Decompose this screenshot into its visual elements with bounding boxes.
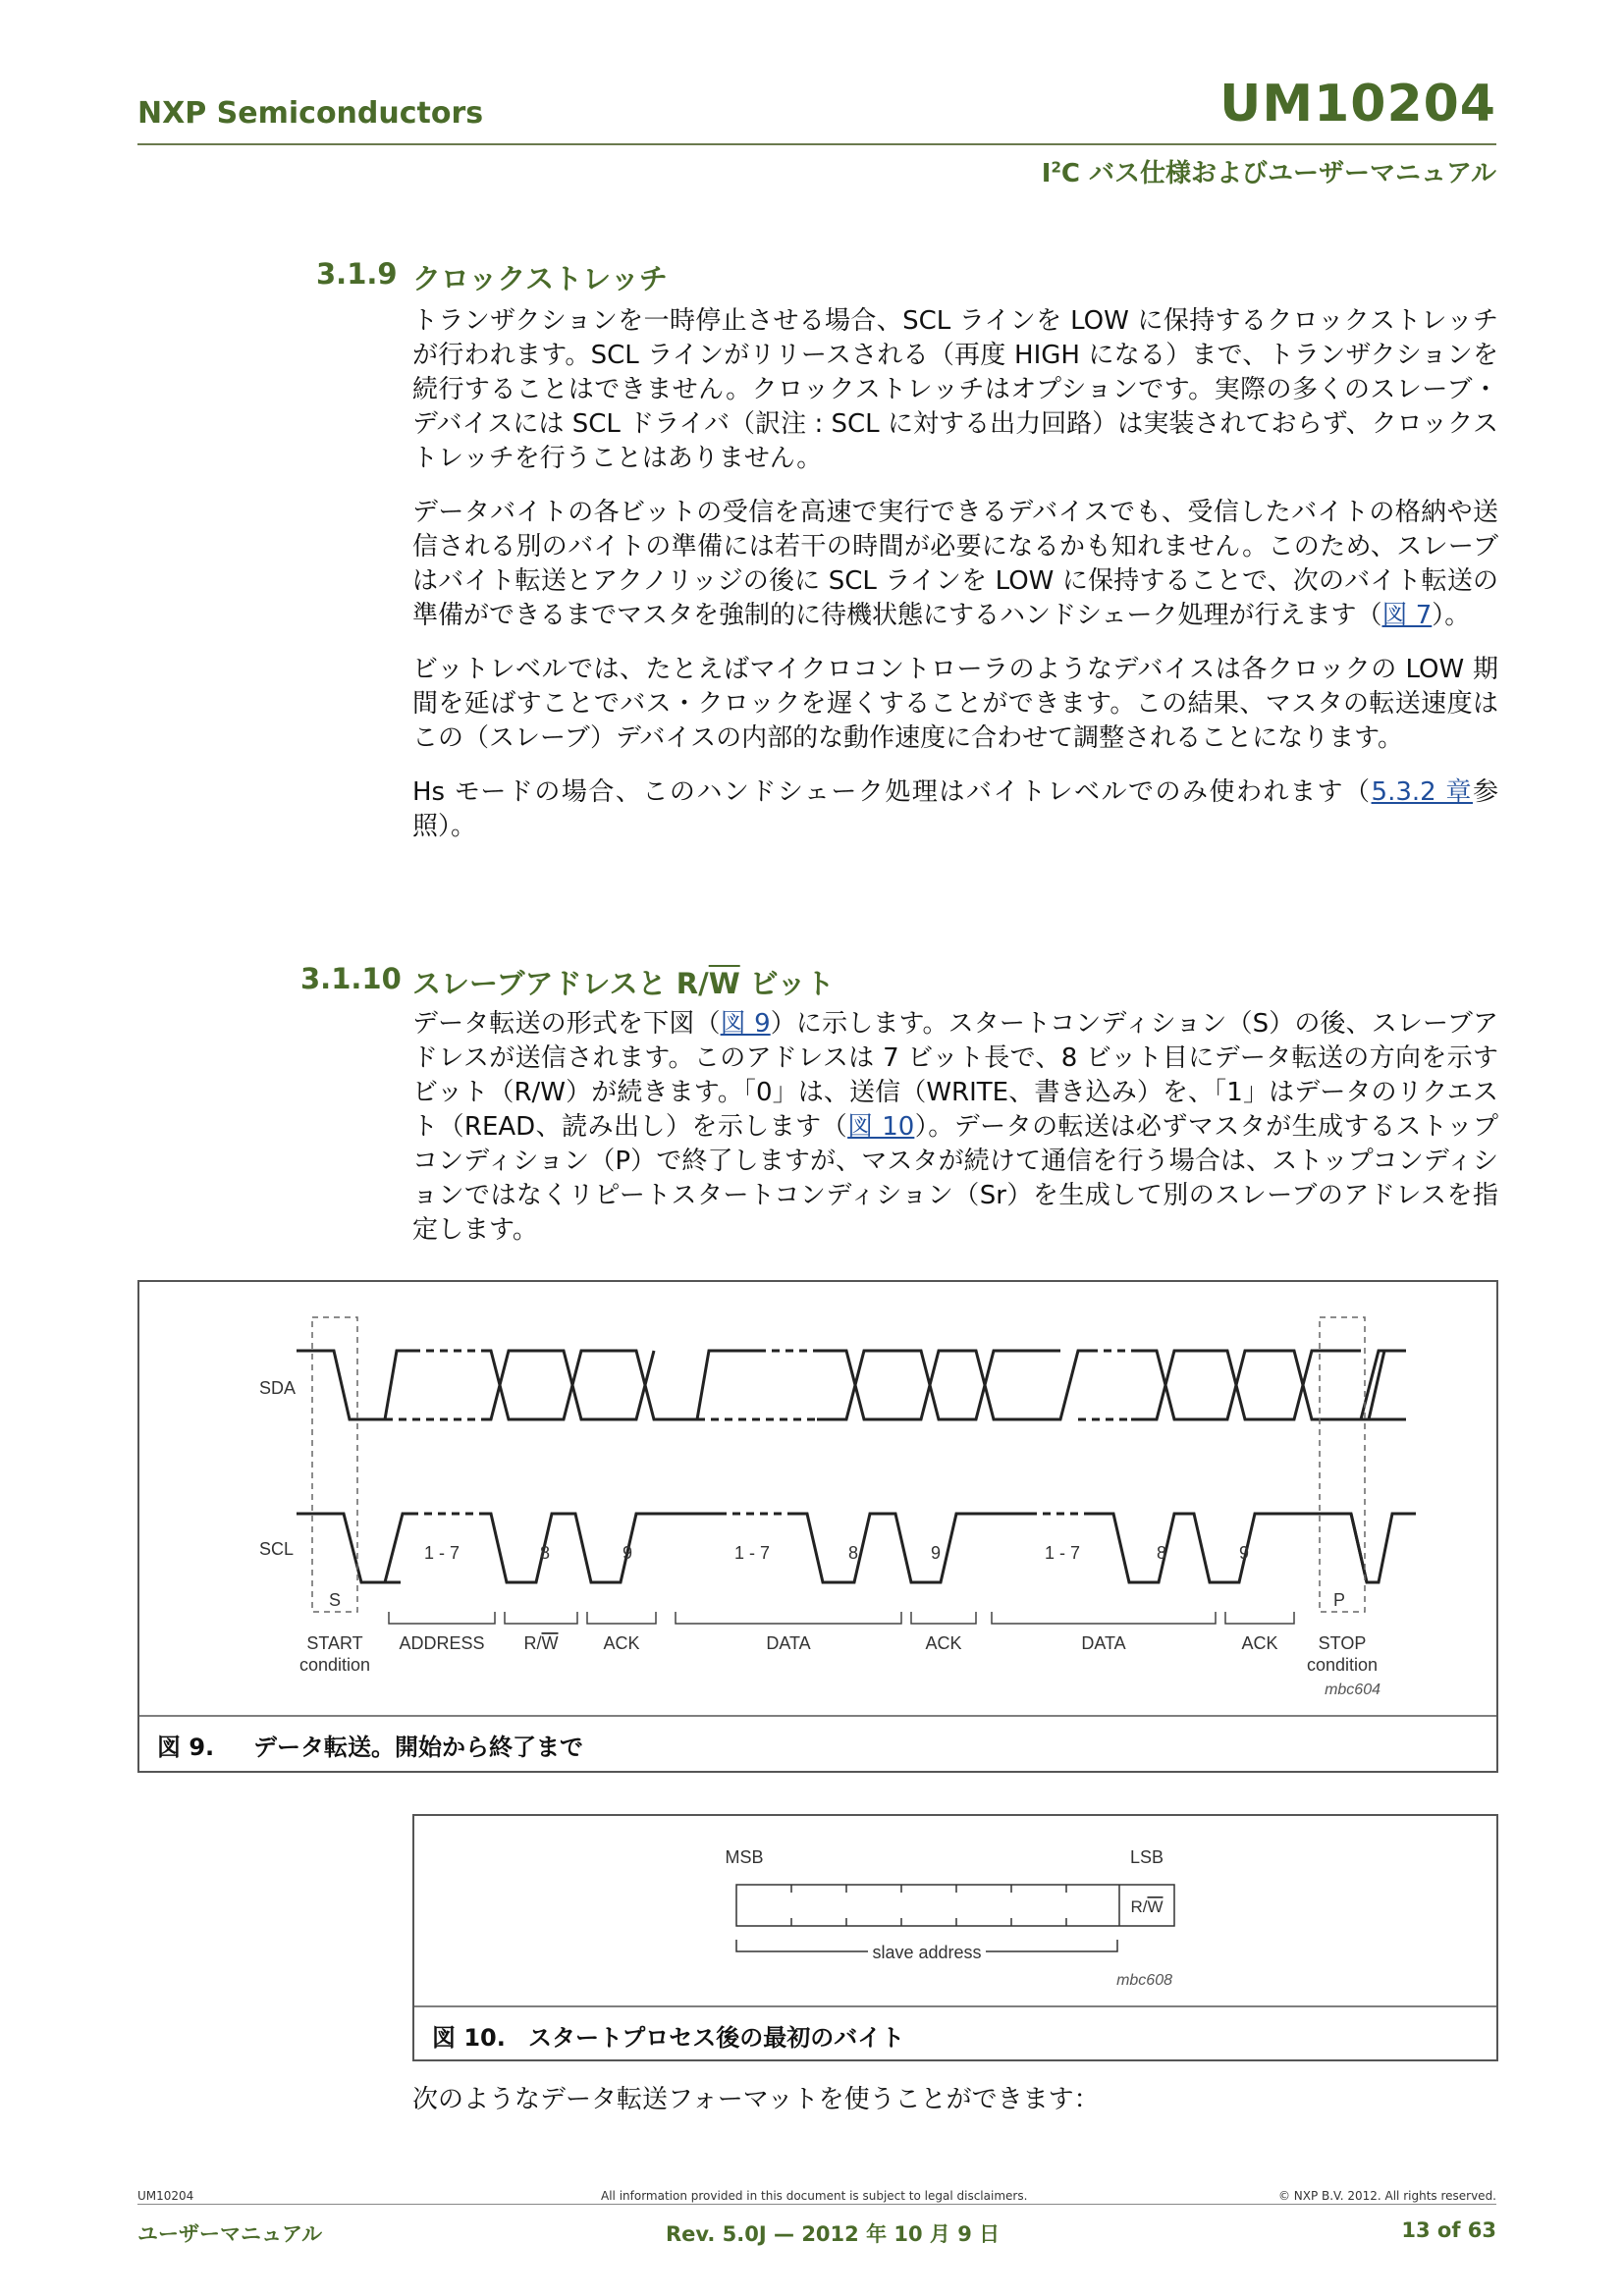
footer-manual: ユーザーマニュアル [137, 2222, 323, 2246]
rw-cell-label: R/W [1130, 1897, 1164, 1916]
figure-9 [137, 1280, 1498, 1773]
pulse-label: 1 - 7 [424, 1543, 460, 1563]
pulse-label: 1 - 7 [1045, 1543, 1081, 1563]
subtitle-sup: 2 [1051, 158, 1061, 177]
figure-9-caption: データ転送。開始から終了まで [253, 1734, 583, 1761]
paragraph-tail: ）。 [1432, 601, 1471, 630]
address-label: ADDRESS [399, 1633, 485, 1653]
figure-9-caption-number: 図 9. [157, 1734, 215, 1761]
closing-sentence: 次のようなデータ転送フォーマットを使うことができます： [412, 2085, 1100, 2114]
stop-label: STOP [1318, 1633, 1367, 1653]
footer-disclaimer: All information provided in this document is subject to legal disclaimers. [601, 2189, 1028, 2203]
figure-10 [412, 1814, 1498, 2061]
paragraph-text: ）に示します。スタートコンディション（S）の後、スレーブアドレスが送信されます。このアドレスは 7 ビット長で、8 ビット目にデータ転送の方向を示すビット（R/W）が続きます。「0」は、送信（WRITE、書き込み）を、「1」はデータのリクエスト（READ、読み出し）を示します（ [412, 1009, 1498, 1142]
p-label: P [1333, 1590, 1346, 1610]
paragraph: ビットレベルでは、たとえばマイクロコントローラのようなデバイスは各クロックの LOW 期間を延ばすことでバス・クロックを遅くすることができます。この結果、マスタの転送速度はこの（スレーブ）デバイスの内部的な動作速度に合わせて調整されることになります。 [412, 655, 1498, 753]
timing-diagram [139, 1282, 1496, 1771]
link-fig7[interactable]: 図 7 [1381, 601, 1433, 630]
paragraph: トランザクションを一時停止させる場合、SCL ラインを LOW に保持するクロックストレッチが行われます。SCL ラインがリリースされる（再度 HIGH になる）まで、トランザクションを続行することはできません。クロックストレッチはオプションです。実際の多くのスレーブ・デバイスには SCL ドライバ（訳注 : SCL に対する出力回路）は実装されておらず、クロックストレッチを行うことはありません。 [412, 306, 1498, 473]
section-3110-body [412, 1007, 1498, 1267]
section-number-319: 3.1.9 [316, 257, 398, 291]
link-fig10[interactable]: 図 10 [847, 1112, 915, 1142]
data-label: DATA [766, 1633, 811, 1653]
ack-label: ACK [1241, 1633, 1278, 1653]
pulse-label: 1 - 7 [734, 1543, 771, 1563]
title-post: ビット [739, 967, 835, 1000]
company-name: NXP Semiconductors [137, 96, 484, 131]
subtitle-rest: C バス仕様およびユーザーマニュアル [1060, 159, 1496, 188]
document-id: UM10204 [1219, 75, 1496, 133]
footer-doc-id: UM10204 [137, 2189, 194, 2203]
header-rule [137, 143, 1496, 145]
footer-rule [137, 2204, 1496, 2205]
paragraph-text: Hs モードの場合、このハンドシェーク処理はバイトレベルでのみ使われます（ [412, 777, 1372, 807]
pulse-label: 8 [1157, 1543, 1167, 1563]
paragraph-tail: 参照）。 [412, 777, 1498, 841]
title-pre: スレーブアドレスと R/ [412, 967, 709, 1000]
footer-revision: Rev. 5.0J — 2012 年 10 月 9 日 [666, 2222, 1001, 2246]
pulse-label: 9 [1239, 1543, 1250, 1563]
data-label: DATA [1081, 1633, 1126, 1653]
sda-label: SDA [259, 1378, 297, 1398]
section-title-319: クロックストレッチ [412, 262, 668, 295]
pulse-label: 8 [540, 1543, 551, 1563]
lsb-label: LSB [1129, 1847, 1164, 1867]
paragraph-text: データバイトの各ビットの受信を高速で実行できるデバイスでも、受信したバイトの格納や送信される別のバイトの準備には若干の時間が必要になるかも知れません。このため、スレーブはバイト転送とアクノリッジの後に SCL ラインを LOW に保持することで、次のバイト転送の準備ができるまでマスタを強制的に待機状態にするハンドシェーク処理が行えます（ [412, 498, 1498, 630]
scl-label: SCL [259, 1539, 295, 1559]
start-label-2: condition [298, 1655, 371, 1675]
footer-copyright: © NXP B.V. 2012. All rights reserved. [1277, 2189, 1496, 2203]
link-section-532[interactable]: 5.3.2 章 [1371, 777, 1473, 807]
title-w: $\overline{W}$ [708, 967, 740, 1000]
paragraph [412, 1007, 1498, 1248]
paragraph [412, 496, 1498, 633]
rw-label: R/W [523, 1633, 559, 1653]
msb-label: MSB [725, 1847, 764, 1867]
section-title-3110 [412, 962, 835, 1002]
figure-code: mbc604 [1325, 1682, 1380, 1698]
pulse-label: 9 [931, 1543, 942, 1563]
ack-label: ACK [925, 1633, 962, 1653]
figure-10-caption: スタートプロセス後の最初のバイト [528, 2024, 905, 2052]
stop-label-2: condition [1306, 1655, 1379, 1675]
paragraph-text: ）。データの転送は必ずマスタが生成するストップコンディション（P）で終了しますが、マスタが続けて通信を行う場合は、ストップコンディションではなくリピートスタートコンディション（Sr）を生成して別のスレーブのアドレスを指定します。 [412, 1112, 1498, 1245]
s-label: S [329, 1590, 342, 1610]
slave-address-label: slave address [872, 1943, 982, 1962]
figure-10-caption-number: 図 10. [432, 2024, 506, 2052]
pulse-label: 9 [623, 1543, 633, 1563]
footer-page-number: 13 of 63 [1401, 2218, 1496, 2242]
figure-code: mbc608 [1116, 1972, 1172, 1989]
pulse-label: 8 [848, 1543, 859, 1563]
section-319-body [412, 304, 1498, 864]
ack-label: ACK [603, 1633, 640, 1653]
paragraph-text: データ転送の形式を下図（ [412, 1009, 721, 1039]
paragraph [412, 775, 1498, 844]
start-label: START [306, 1633, 363, 1653]
section-number-3110: 3.1.10 [300, 962, 402, 995]
link-fig9[interactable]: 図 9 [720, 1009, 771, 1039]
document-subtitle [1042, 153, 1496, 189]
subtitle-prefix: I [1041, 159, 1052, 188]
